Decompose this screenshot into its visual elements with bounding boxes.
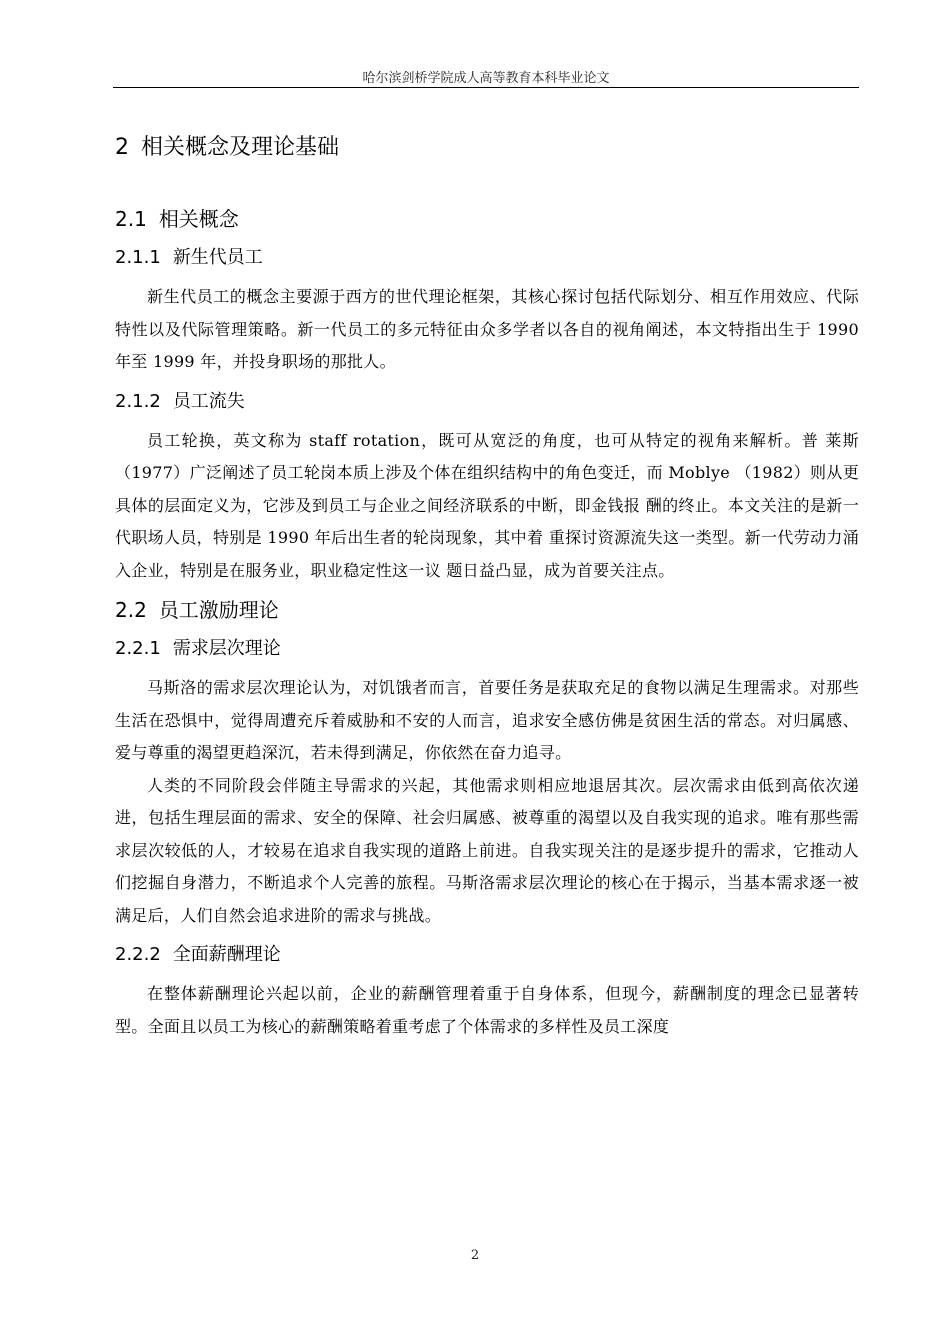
page-body xyxy=(115,120,859,1043)
page-number: 2 xyxy=(470,1248,480,1263)
paragraph: 员工轮换，英文称为 staff rotation，既可从宽泛的角度，也可从特定的视角来解析。普 莱斯（1977）广泛阐述了员工轮岗本质上涉及个体在组织结构中的角色变迁，而 Moblye （1982）则从更具体的层面定义为，它涉及到员工与企业之间经济联系的中断，即金钱报 酬的终止。本文关注的是新一代职场人员，特别是 1990 年后出生者的轮岗现象，其中着 重探讨资源流失这一类型。新一代劳动力涌入企业，特别是在服务业，职业稳定性这一议 题日益凸显，成为首要关注点。 xyxy=(115,430,859,580)
paragraph: 在整体薪酬理论兴起以前，企业的薪酬管理着重于自身体系，但现今，薪酬制度的理念已显著转型。全面且以员工为核心的薪酬策略着重考虑了个体需求的多样性及员工深度 xyxy=(115,984,859,1036)
subsection-title: 新生代员工 xyxy=(172,247,263,268)
subsection-heading-2-2-2 xyxy=(115,939,859,971)
chapter-heading xyxy=(115,126,859,170)
subsection-number: 2.1.2 xyxy=(115,390,161,412)
paragraph: 新生代员工的概念主要源于西方的世代理论框架，其核心探讨包括代际划分、相互作用效应、代际特性以及代际管理策略。新一代员工的多元特征由众多学者以各自的视角阐述，本文特指出生于 1990 年至 1999 年，并投身职场的那批人。 xyxy=(115,287,859,371)
subsection-number: 2.2.2 xyxy=(115,944,161,965)
header-rule xyxy=(113,87,859,88)
section-title: 员工激励理论 xyxy=(158,598,279,622)
subsection-number: 2.2.1 xyxy=(115,638,161,659)
subsection-number: 2.1.1 xyxy=(115,247,161,268)
subsection-heading-2-1-2 xyxy=(115,386,859,418)
chapter-number: 2 xyxy=(115,135,129,160)
section-title: 相关概念 xyxy=(158,207,239,231)
section-number: 2.2 xyxy=(115,598,147,622)
paragraph: 人类的不同阶段会伴随主导需求的兴起，其他需求则相应地退居其次。层次需求由低到高依次递进，包括生理层面的需求、安全的保障、社会归属感、被尊重的渴望以及自我实现的追求。唯有那些需求层次较低的人，才较易在追求自我实现的道路上前进。自我实现关注的是逐步提升的需求，它推动人们挖掘自身潜力，不断追求个人完善的旅程。马斯洛需求层次理论的核心在于揭示，当基本需求逐一被满足后，人们自然会追求进阶的需求与挑战。 xyxy=(115,775,859,925)
paragraph: 马斯洛的需求层次理论认为，对饥饿者而言，首要任务是获取充足的食物以满足生理需求。对那些生活在恐惧中，觉得周遭充斥着威胁和不安的人而言，追求安全感仿佛是贫困生活的常态。对归属感、爱与尊重的渴望更趋深沉，若未得到满足，你依然在奋力追寻。 xyxy=(115,678,859,762)
section-number: 2.1 xyxy=(115,207,147,231)
subsection-title: 需求层次理论 xyxy=(172,638,281,659)
subsection-heading-2-1-1 xyxy=(115,242,859,274)
section-heading-2-2 xyxy=(115,594,859,626)
subsection-title: 全面薪酬理论 xyxy=(172,944,281,965)
chapter-title: 相关概念及理论基础 xyxy=(141,135,340,160)
subsection-heading-2-2-1 xyxy=(115,633,859,665)
running-header: 哈尔滨剑桥学院成人高等教育本科毕业论文 xyxy=(362,71,610,86)
subsection-title: 员工流失 xyxy=(172,390,245,412)
section-heading-2-1 xyxy=(115,203,859,235)
